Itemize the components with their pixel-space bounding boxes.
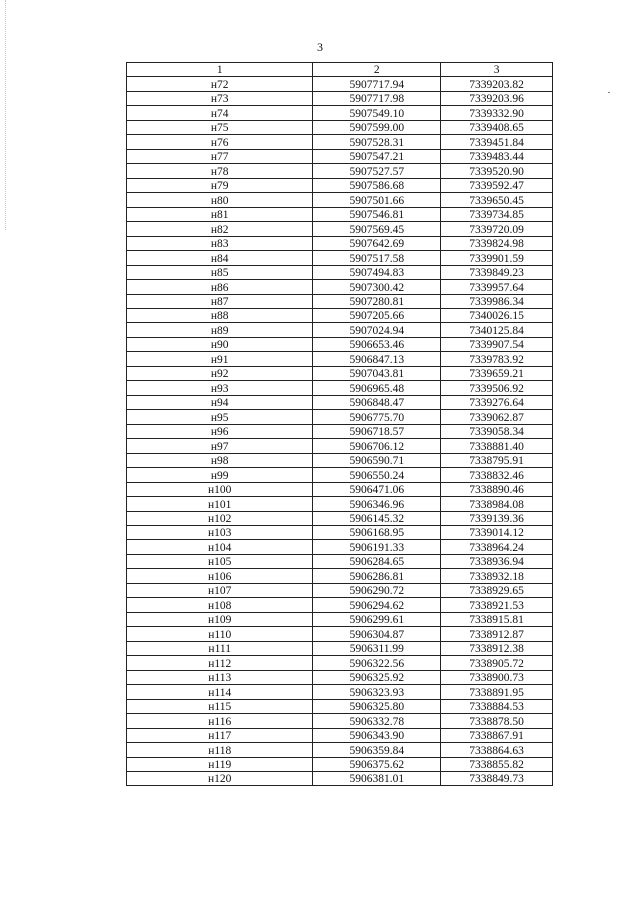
table-row: [127, 193, 553, 207]
x-coordinate-cell: 5907043.81: [313, 366, 441, 380]
x-coordinate-cell: 5906299.61: [313, 612, 441, 626]
table-row: [127, 149, 553, 163]
table-row: [127, 511, 553, 525]
x-coordinate-cell: 5906375.62: [313, 757, 441, 771]
table-row: [127, 222, 553, 236]
point-id-cell: н82: [127, 222, 313, 236]
header-col-3: 3: [441, 63, 553, 77]
table-row: [127, 656, 553, 670]
y-coordinate-cell: 7339451.84: [441, 135, 553, 149]
table-row: [127, 497, 553, 511]
y-coordinate-cell: 7338849.73: [441, 771, 553, 785]
point-id-cell: н114: [127, 685, 313, 699]
y-coordinate-cell: 7339506.92: [441, 381, 553, 395]
x-coordinate-cell: 5906284.65: [313, 554, 441, 568]
table-header: [127, 63, 553, 77]
y-coordinate-cell: 7338905.72: [441, 656, 553, 670]
x-coordinate-cell: 5907599.00: [313, 120, 441, 134]
table-row: [127, 381, 553, 395]
table-row: [127, 583, 553, 597]
point-id-cell: н113: [127, 670, 313, 684]
y-coordinate-cell: 7339592.47: [441, 178, 553, 192]
x-coordinate-cell: 5907280.81: [313, 294, 441, 308]
table-row: [127, 743, 553, 757]
y-coordinate-cell: 7339659.21: [441, 366, 553, 380]
table-row: [127, 323, 553, 337]
point-id-cell: н112: [127, 656, 313, 670]
point-id-cell: н120: [127, 771, 313, 785]
point-id-cell: н81: [127, 207, 313, 221]
point-id-cell: н72: [127, 77, 313, 91]
header-col-1: 1: [127, 63, 313, 77]
table-row: [127, 352, 553, 366]
table-row: [127, 236, 553, 250]
point-id-cell: н83: [127, 236, 313, 250]
y-coordinate-cell: 7338867.91: [441, 728, 553, 742]
x-coordinate-cell: 5906304.87: [313, 627, 441, 641]
header-col-2: 2: [313, 63, 441, 77]
y-coordinate-cell: 7338912.38: [441, 641, 553, 655]
x-coordinate-cell: 5906718.57: [313, 424, 441, 438]
point-id-cell: н116: [127, 714, 313, 728]
point-id-cell: н105: [127, 554, 313, 568]
table-row: [127, 164, 553, 178]
table-row: [127, 627, 553, 641]
y-coordinate-cell: 7339957.64: [441, 280, 553, 294]
x-coordinate-cell: 5906323.93: [313, 685, 441, 699]
table-row: [127, 641, 553, 655]
table-row: [127, 366, 553, 380]
y-coordinate-cell: 7339720.09: [441, 222, 553, 236]
table-row: [127, 554, 553, 568]
x-coordinate-cell: 5907717.98: [313, 91, 441, 105]
table-row: [127, 526, 553, 540]
y-coordinate-cell: 7340026.15: [441, 308, 553, 322]
coordinates-table: [126, 62, 553, 786]
table-row: [127, 424, 553, 438]
point-id-cell: н75: [127, 120, 313, 134]
y-coordinate-cell: 7340125.84: [441, 323, 553, 337]
point-id-cell: н100: [127, 482, 313, 496]
x-coordinate-cell: 5907517.58: [313, 251, 441, 265]
x-coordinate-cell: 5907586.68: [313, 178, 441, 192]
page-number: 3: [317, 40, 323, 54]
x-coordinate-cell: 5907527.57: [313, 164, 441, 178]
table-row: [127, 135, 553, 149]
y-coordinate-cell: 7338984.08: [441, 497, 553, 511]
x-coordinate-cell: 5906550.24: [313, 468, 441, 482]
x-coordinate-cell: 5906590.71: [313, 453, 441, 467]
x-coordinate-cell: 5906290.72: [313, 583, 441, 597]
table-row: [127, 569, 553, 583]
y-coordinate-cell: 7338832.46: [441, 468, 553, 482]
x-coordinate-cell: 5906706.12: [313, 439, 441, 453]
table-row: [127, 728, 553, 742]
x-coordinate-cell: 5907547.21: [313, 149, 441, 163]
x-coordinate-cell: 5906325.92: [313, 670, 441, 684]
table-row: [127, 294, 553, 308]
point-id-cell: н95: [127, 410, 313, 424]
x-coordinate-cell: 5907494.83: [313, 265, 441, 279]
point-id-cell: н76: [127, 135, 313, 149]
point-id-cell: н94: [127, 395, 313, 409]
y-coordinate-cell: 7338932.18: [441, 569, 553, 583]
x-coordinate-cell: 5906965.48: [313, 381, 441, 395]
scan-dot-artifact: [608, 92, 610, 93]
point-id-cell: н96: [127, 424, 313, 438]
x-coordinate-cell: 5906325.80: [313, 699, 441, 713]
y-coordinate-cell: 7338912.87: [441, 627, 553, 641]
point-id-cell: н74: [127, 106, 313, 120]
point-id-cell: н78: [127, 164, 313, 178]
point-id-cell: н77: [127, 149, 313, 163]
y-coordinate-cell: 7339139.36: [441, 511, 553, 525]
point-id-cell: н109: [127, 612, 313, 626]
table-row: [127, 91, 553, 105]
y-coordinate-cell: 7338878.50: [441, 714, 553, 728]
table-row: [127, 410, 553, 424]
y-coordinate-cell: 7338855.82: [441, 757, 553, 771]
table-row: [127, 106, 553, 120]
y-coordinate-cell: 7339986.34: [441, 294, 553, 308]
point-id-cell: н99: [127, 468, 313, 482]
point-id-cell: н86: [127, 280, 313, 294]
table-row: [127, 280, 553, 294]
table-row: [127, 757, 553, 771]
y-coordinate-cell: 7339203.96: [441, 91, 553, 105]
table-row: [127, 439, 553, 453]
x-coordinate-cell: 5906294.62: [313, 598, 441, 612]
y-coordinate-cell: 7339520.90: [441, 164, 553, 178]
table-row: [127, 251, 553, 265]
table-row: [127, 685, 553, 699]
point-id-cell: н79: [127, 178, 313, 192]
y-coordinate-cell: 7338890.46: [441, 482, 553, 496]
y-coordinate-cell: 7338891.95: [441, 685, 553, 699]
point-id-cell: н85: [127, 265, 313, 279]
table-row: [127, 120, 553, 134]
point-id-cell: н73: [127, 91, 313, 105]
table-row: [127, 77, 553, 91]
point-id-cell: н101: [127, 497, 313, 511]
x-coordinate-cell: 5907528.31: [313, 135, 441, 149]
x-coordinate-cell: 5907546.81: [313, 207, 441, 221]
point-id-cell: н103: [127, 526, 313, 540]
x-coordinate-cell: 5906322.56: [313, 656, 441, 670]
y-coordinate-cell: 7339332.90: [441, 106, 553, 120]
y-coordinate-cell: 7339734.85: [441, 207, 553, 221]
table-row: [127, 482, 553, 496]
table-row: [127, 337, 553, 351]
point-id-cell: н88: [127, 308, 313, 322]
x-coordinate-cell: 5907501.66: [313, 193, 441, 207]
x-coordinate-cell: 5906332.78: [313, 714, 441, 728]
y-coordinate-cell: 7339408.65: [441, 120, 553, 134]
x-coordinate-cell: 5906145.32: [313, 511, 441, 525]
point-id-cell: н110: [127, 627, 313, 641]
y-coordinate-cell: 7339014.12: [441, 526, 553, 540]
point-id-cell: н104: [127, 540, 313, 554]
table-row: [127, 670, 553, 684]
x-coordinate-cell: 5906286.81: [313, 569, 441, 583]
table-row: [127, 453, 553, 467]
y-coordinate-cell: 7338795.91: [441, 453, 553, 467]
point-id-cell: н118: [127, 743, 313, 757]
point-id-cell: н117: [127, 728, 313, 742]
x-coordinate-cell: 5906311.99: [313, 641, 441, 655]
x-coordinate-cell: 5906848.47: [313, 395, 441, 409]
x-coordinate-cell: 5907642.69: [313, 236, 441, 250]
point-id-cell: н91: [127, 352, 313, 366]
point-id-cell: н107: [127, 583, 313, 597]
table-row: [127, 540, 553, 554]
y-coordinate-cell: 7339483.44: [441, 149, 553, 163]
x-coordinate-cell: 5906775.70: [313, 410, 441, 424]
table-row: [127, 699, 553, 713]
table-row: [127, 598, 553, 612]
point-id-cell: н97: [127, 439, 313, 453]
x-coordinate-cell: 5906471.06: [313, 482, 441, 496]
table-row: [127, 468, 553, 482]
y-coordinate-cell: 7338921.53: [441, 598, 553, 612]
y-coordinate-cell: 7339058.34: [441, 424, 553, 438]
x-coordinate-cell: 5906168.95: [313, 526, 441, 540]
y-coordinate-cell: 7339783.92: [441, 352, 553, 366]
y-coordinate-cell: 7339849.23: [441, 265, 553, 279]
x-coordinate-cell: 5906653.46: [313, 337, 441, 351]
point-id-cell: н119: [127, 757, 313, 771]
table-row: [127, 612, 553, 626]
y-coordinate-cell: 7339203.82: [441, 77, 553, 91]
x-coordinate-cell: 5907300.42: [313, 280, 441, 294]
x-coordinate-cell: 5906343.90: [313, 728, 441, 742]
x-coordinate-cell: 5906381.01: [313, 771, 441, 785]
table-row: [127, 265, 553, 279]
point-id-cell: н90: [127, 337, 313, 351]
point-id-cell: н93: [127, 381, 313, 395]
y-coordinate-cell: 7338936.94: [441, 554, 553, 568]
x-coordinate-cell: 5907024.94: [313, 323, 441, 337]
scan-edge-artifact: [5, 0, 7, 230]
y-coordinate-cell: 7339062.87: [441, 410, 553, 424]
point-id-cell: н80: [127, 193, 313, 207]
y-coordinate-cell: 7338915.81: [441, 612, 553, 626]
x-coordinate-cell: 5906847.13: [313, 352, 441, 366]
point-id-cell: н98: [127, 453, 313, 467]
point-id-cell: н108: [127, 598, 313, 612]
y-coordinate-cell: 7339276.64: [441, 395, 553, 409]
table-row: [127, 714, 553, 728]
x-coordinate-cell: 5906346.96: [313, 497, 441, 511]
point-id-cell: н89: [127, 323, 313, 337]
y-coordinate-cell: 7338884.53: [441, 699, 553, 713]
x-coordinate-cell: 5907549.10: [313, 106, 441, 120]
y-coordinate-cell: 7338929.65: [441, 583, 553, 597]
table-row: [127, 207, 553, 221]
table-body: [127, 77, 553, 786]
x-coordinate-cell: 5907569.45: [313, 222, 441, 236]
y-coordinate-cell: 7338900.73: [441, 670, 553, 684]
x-coordinate-cell: 5907717.94: [313, 77, 441, 91]
y-coordinate-cell: 7339901.59: [441, 251, 553, 265]
table-row: [127, 178, 553, 192]
point-id-cell: н87: [127, 294, 313, 308]
point-id-cell: н115: [127, 699, 313, 713]
y-coordinate-cell: 7339824.98: [441, 236, 553, 250]
point-id-cell: н106: [127, 569, 313, 583]
x-coordinate-cell: 5907205.66: [313, 308, 441, 322]
table-row: [127, 395, 553, 409]
x-coordinate-cell: 5906191.33: [313, 540, 441, 554]
header-row: [127, 63, 553, 77]
y-coordinate-cell: 7338964.24: [441, 540, 553, 554]
y-coordinate-cell: 7338864.63: [441, 743, 553, 757]
table-row: [127, 308, 553, 322]
table-row: [127, 771, 553, 785]
point-id-cell: н102: [127, 511, 313, 525]
point-id-cell: н92: [127, 366, 313, 380]
point-id-cell: н111: [127, 641, 313, 655]
x-coordinate-cell: 5906359.84: [313, 743, 441, 757]
y-coordinate-cell: 7339907.54: [441, 337, 553, 351]
y-coordinate-cell: 7339650.45: [441, 193, 553, 207]
y-coordinate-cell: 7338881.40: [441, 439, 553, 453]
point-id-cell: н84: [127, 251, 313, 265]
